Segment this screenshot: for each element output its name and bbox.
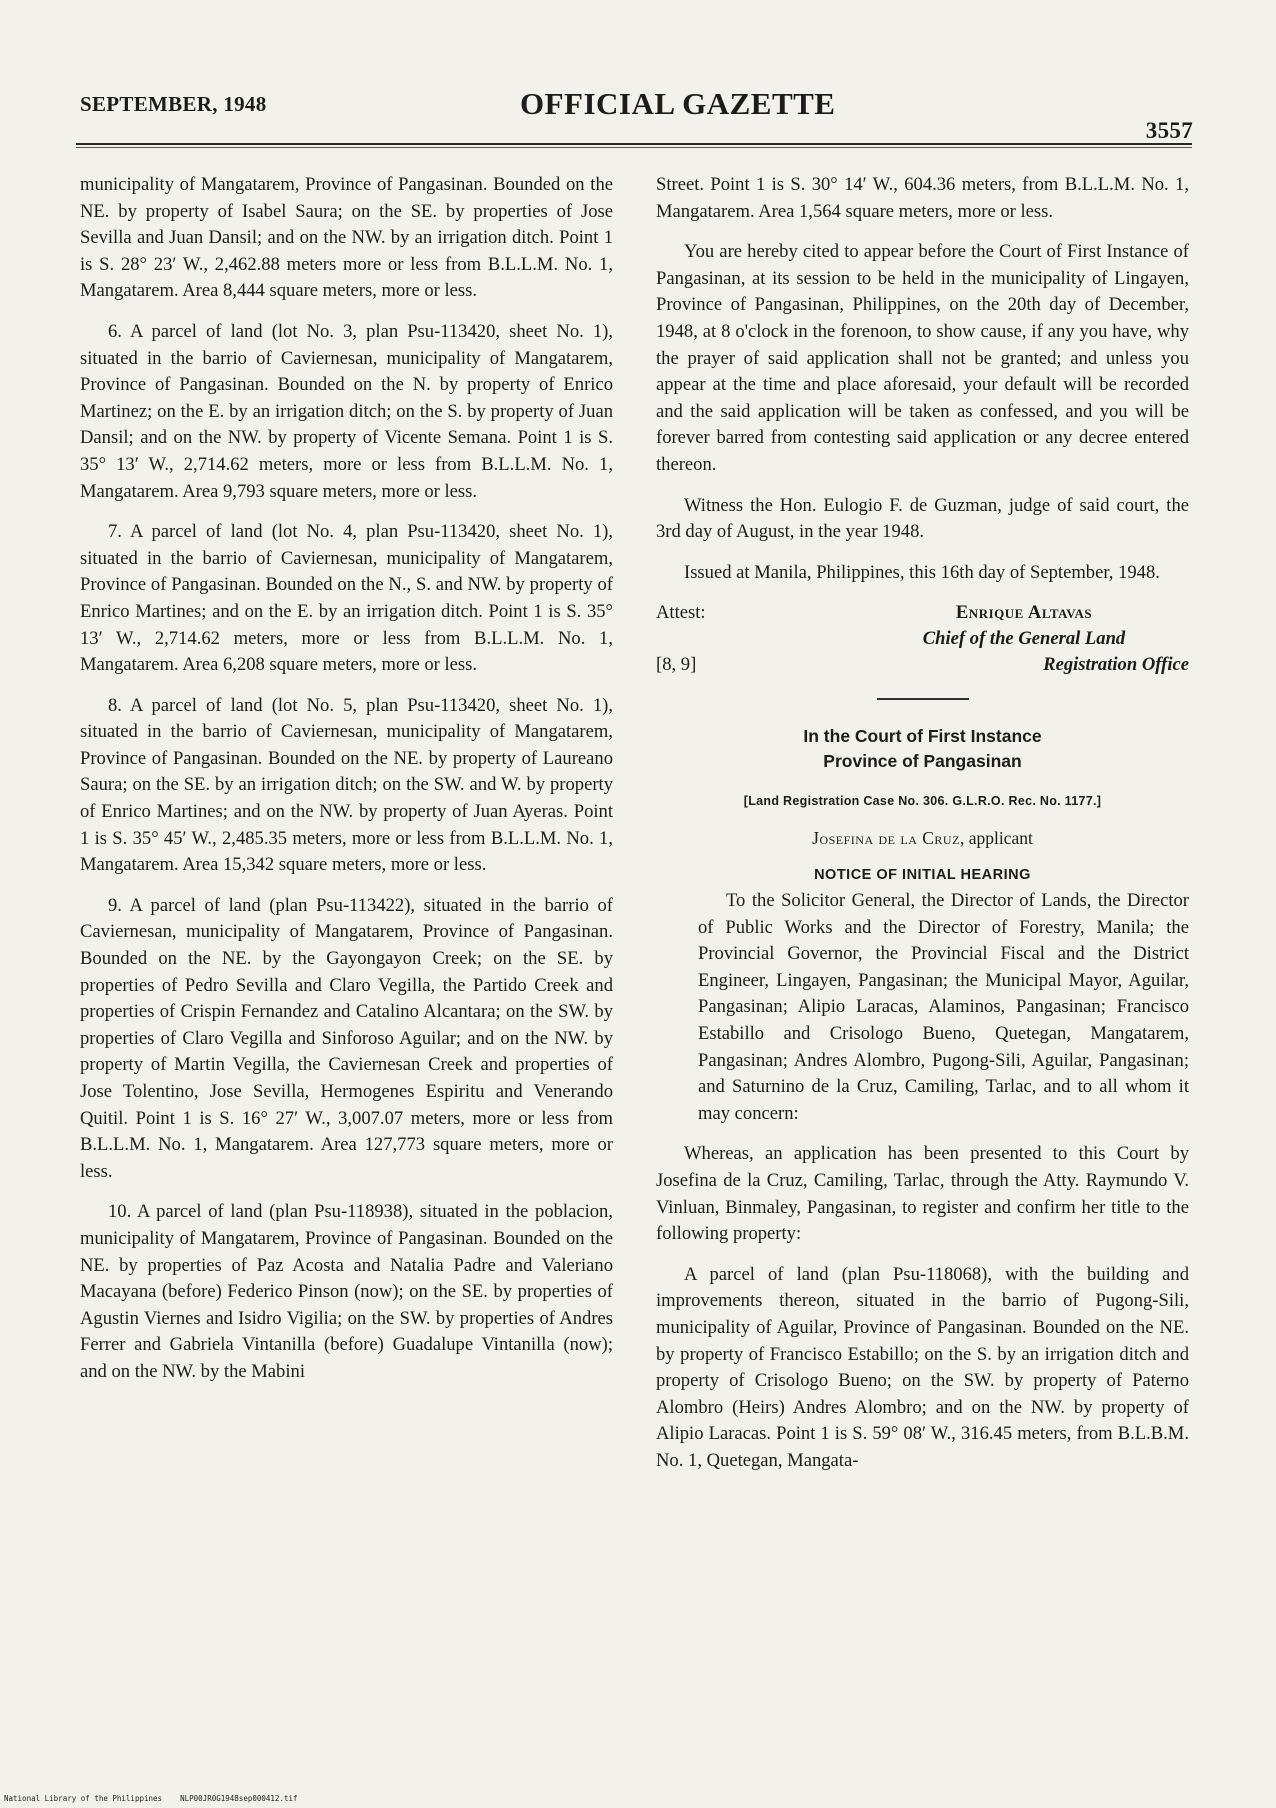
footer-file-id: NLP00JR0G1948sep000412.tif: [180, 1794, 298, 1803]
paragraph: 7. A parcel of land (lot No. 4, plan Psu-113420, sheet No. 1), situated in the barrio of Caviernesan, municipality of Mangatarem, Province of Pangasinan. Bounded on the N., S. and NW. by property of Enrico Martines; and on the E. by an irrigation ditch. Point 1 is S. 35° 13′ W., 2,714.62 meters, more or less from B.L.L.M. No. 1, Mangatarem. Area 6,208 square meters, more or less.: [80, 521, 613, 676]
signatory-title-1: Chief of the General Land: [922, 628, 1126, 650]
paragraph: 8. A parcel of land (lot No. 5, plan Psu-113420, sheet No. 1), situated in the barrio of Caviernesan, municipality of Mangatarem, Province of Pangasinan. Bounded on the NE. by property of Laureano Saura; on the SE. by an irrigation ditch; on the SW. and W. by property of Enrico Martines; and on the NW. by property of Juan Ayeras. Point 1 is S. 35° 45′ W., 2,485.35 meters, more or less from B.L.L.M. No. 1, Mangatarem. Area 15,342 square meters, more or less.: [80, 694, 613, 876]
header-date: SEPTEMBER, 1948: [80, 92, 267, 116]
paragraph: Issued at Manila, Philippines, this 16th day of September, 1948.: [684, 561, 1160, 583]
footer-source: National Library of the Philippines: [4, 1794, 163, 1803]
court-heading-1: In the Court of First Instance: [803, 726, 1042, 747]
right-column: [656, 172, 1189, 1489]
paragraph: 6. A parcel of land (lot No. 3, plan Psu-113420, sheet No. 1), situated in the barrio of Caviernesan, municipality of Mangatarem, Province of Pangasinan. Bounded on the N. by property of Enrico Martinez; on the E. by an irrigation ditch; on the S. by property of Juan Dansil; and on the NW. by property of Vicente Semana. Point 1 is S. 35° 13′ W., 2,714.62 meters, more or less from B.L.L.M. No. 1, Mangatarem. Area 9,793 square meters, more or less.: [80, 320, 613, 502]
page-number: 3557: [1145, 118, 1193, 143]
signatory-title-2: Registration Office: [1043, 654, 1189, 676]
paragraph: Whereas, an application has been presented to this Court by Josefina de la Cruz, Camiling, Tarlac, through the Atty. Raymundo V. Vinluan, Binmaley, Pangasinan, to register and confirm her title to the following property:: [656, 1143, 1189, 1245]
section-divider: [877, 698, 969, 700]
paragraph: A parcel of land (plan Psu-118068), with the building and improvements thereon, situated in the barrio of Pugong-Sili, municipality of Aguilar, Province of Pangasinan. Bounded on the NE. by property of Francisco Estabillo; on the S. by an irrigation ditch and property of Crisologo Bueno; on the SW. by property of Paterno Alombro (Heirs) Andres Alombro; and on the NW. by property of Alipio Laracas. Point 1 is S. 59° 08′ W., 316.45 meters, from B.L.B.M. No. 1, Quetegan, Mangata-: [656, 1263, 1189, 1471]
addressees: To the Solicitor General, the Director of Lands, the Director of Public Works and the Director of Forestry, Manila; the Provincial Governor, the Provincial Fiscal and the District Engineer, Lingayen, Pangasinan; the Municipal Mayor, Aguilar, Pangasinan; Alipio Laracas, Alaminos, Pangasinan; Francisco Estabillo and Crisologo Bueno, Quetegan, Mangatarem, Pangasinan; Andres Alombro, Pugong-Sili, Aguilar, Pangasinan; and Saturnino de la Cruz, Camiling, Tarlac, and to all whom it may concern:: [698, 890, 1189, 1124]
signatory-name: Enrique Altavas: [955, 602, 1093, 624]
paragraph: You are hereby cited to appear before the Court of First Instance of Pangasinan, at its session to be held in the municipality of Lingayen, Province of Pangasinan, Philippines, on the 20th day of December, 1948, at 8 o'clock in the forenoon, to show cause, if any you have, why the prayer of said application shall not be granted; and unless you appear at the time and place aforesaid, your default will be recorded and the said application will be taken as confessed, and you will be forever barred from contesting said application or any decree entered thereon.: [656, 241, 1189, 475]
attest-label: Attest:: [656, 602, 706, 624]
dates-ref: [8, 9]: [656, 654, 697, 676]
applicant-suffix: , applicant: [959, 827, 1033, 848]
attest-left: [656, 600, 706, 678]
paragraph: 10. A parcel of land (plan Psu-118938), situated in the poblacion, municipality of Mangatarem, Province of Pangasinan. Bounded on the NE. by properties of Paz Acosta and Natalia Padre and Valeriano Macayana (before) Federico Pinson (now); on the SE. by properties of Agustin Viernes and Isidro Vigilia; on the SW. by properties of Andres Ferrer and Gabriela Vintanilla (before) Guadalupe Vintanilla (now); and on the NW. by the Mabini: [80, 1201, 613, 1382]
applicant-line: [656, 825, 1189, 852]
paragraph: municipality of Mangatarem, Province of Pangasinan. Bounded on the NE. by property of Isabel Saura; on the SE. by properties of Jose Sevilla and Juan Dansil; and on the NW. by an irrigation ditch. Point 1 is S. 28° 23′ W., 2,462.88 meters more or less from B.L.L.M. No. 1, Mangatarem. Area 8,444 square meters, more or less.: [80, 174, 613, 302]
court-heading-2: Province of Pangasinan: [823, 751, 1022, 772]
notice-heading: NOTICE OF INITIAL HEARING: [814, 866, 1031, 883]
signature-block: [859, 600, 1189, 678]
paragraph: 9. A parcel of land (plan Psu-113422), situated in the barrio of Caviernesan, municipality of Mangatarem, Province of Pangasinan. Bounded on the NE. by the Gayongayon Creek; on the SE. by properties of Pedro Sevilla and Claro Vegilla, the Partido Creek and properties of Crispin Fernandez and Catalino Alcantara; on the SW. by properties of Claro Vegilla and Sinforoso Aguilar; and on the NW. by property of Martin Vegilla, the Caviernesan Creek and properties of Jose Tolentino, Jose Sevilla, Hermogenes Espiritu and Venerando Quitil. Point 1 is S. 16° 27′ W., 3,007.07 meters, more or less from B.L.L.M. No. 1, Mangatarem. Area 127,773 square meters, more or less.: [80, 894, 613, 1182]
header-title: OFFICIAL GAZETTE: [520, 86, 836, 121]
paragraph: Witness the Hon. Eulogio F. de Guzman, judge of said court, the 3rd day of August, in the year 1948.: [656, 494, 1189, 543]
header-rule-thin: [76, 147, 1192, 148]
scan-footer: [4, 1794, 298, 1803]
case-reference: [Land Registration Case No. 306. G.L.R.O. Rec. No. 1177.]: [743, 794, 1102, 809]
applicant-name: Josefina de la Cruz: [812, 827, 960, 848]
header-rule: [76, 143, 1192, 145]
left-column: [80, 172, 613, 1400]
attestation-block: [656, 600, 1189, 678]
paragraph: Street. Point 1 is S. 30° 14′ W., 604.36 meters, from B.L.L.M. No. 1, Mangatarem. Area 1,564 square meters, more or less.: [656, 174, 1189, 222]
